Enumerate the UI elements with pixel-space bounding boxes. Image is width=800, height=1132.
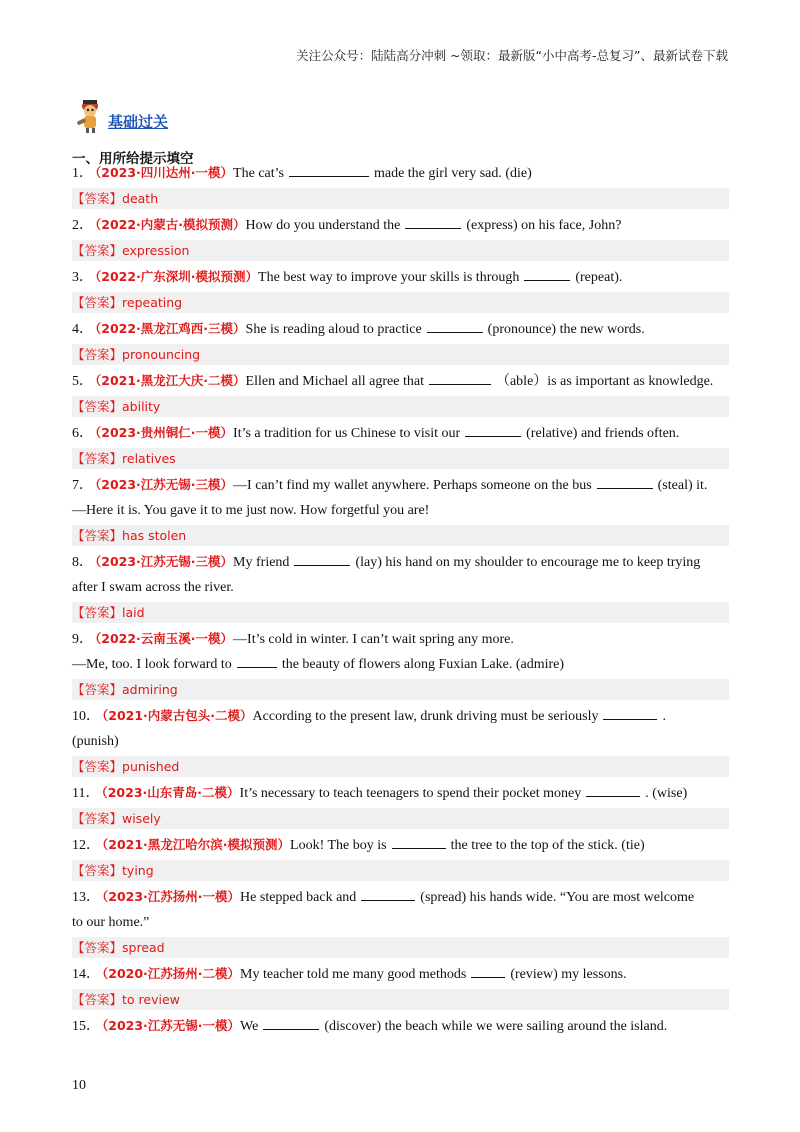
answer-label: 【答案】 xyxy=(72,940,123,955)
question-item xyxy=(72,549,729,623)
question-number: 7． xyxy=(72,478,93,493)
fill-blank xyxy=(524,266,570,281)
answer-label: 【答案】 xyxy=(72,191,123,206)
answer-text: admiring xyxy=(122,682,178,697)
answer-bar xyxy=(72,756,729,777)
question-source: （2021·内蒙古包头·二模） xyxy=(102,708,253,723)
answer-bar xyxy=(72,602,729,623)
question-item xyxy=(72,961,729,1010)
question-line xyxy=(72,472,729,498)
answer-bar xyxy=(72,344,729,365)
question-item xyxy=(72,264,729,313)
question-line xyxy=(72,832,729,858)
question-text: the tree to the top of the stick. (tie) xyxy=(450,838,645,853)
question-line xyxy=(72,212,729,238)
answer-bar xyxy=(72,808,729,829)
question-item xyxy=(72,626,729,700)
question-line xyxy=(72,884,729,910)
fill-blank xyxy=(471,963,505,978)
question-item xyxy=(72,1013,729,1039)
answer-label: 【答案】 xyxy=(72,759,123,774)
question-number: 4． xyxy=(72,322,93,337)
question-text: Look! The boy is xyxy=(290,838,387,853)
page-number: 10 xyxy=(72,1078,86,1093)
question-source: （2021·黑龙江大庆·二模） xyxy=(95,373,246,388)
answer-label: 【答案】 xyxy=(72,605,123,620)
question-text: (pronounce) the new words. xyxy=(487,322,645,337)
question-text: My teacher told me many good methods xyxy=(240,967,467,982)
question-number: 12． xyxy=(72,838,100,853)
answer-label: 【答案】 xyxy=(72,243,123,258)
question-number: 13． xyxy=(72,890,100,905)
question-source: （2022·云南玉溪·一模） xyxy=(95,631,234,646)
question-item xyxy=(72,212,729,261)
question-line xyxy=(72,780,729,806)
question-text: the beauty of flowers along Fuxian Lake. (admire) xyxy=(281,657,565,672)
fill-blank xyxy=(361,886,415,901)
answer-text: ability xyxy=(122,399,161,414)
question-line-continued: to our home.” xyxy=(72,915,150,930)
answer-label: 【答案】 xyxy=(72,295,123,310)
question-source: （2021·黑龙江哈尔滨·模拟预测） xyxy=(102,837,291,852)
question-item xyxy=(72,316,729,365)
answer-label: 【答案】 xyxy=(72,863,123,878)
question-text: The best way to improve your skills is through xyxy=(258,270,520,285)
question-source: （2023·江苏扬州·一模） xyxy=(102,889,241,904)
question-text: It’s a tradition for us Chinese to visit our xyxy=(233,426,461,441)
answer-bar xyxy=(72,396,729,417)
section-title: 基础过关 xyxy=(108,113,169,131)
question-number: 2． xyxy=(72,218,93,233)
answer-bar xyxy=(72,292,729,313)
answer-label: 【答案】 xyxy=(72,399,123,414)
fill-blank xyxy=(294,551,350,566)
mascot-icon xyxy=(74,94,104,134)
question-text: (steal) it. xyxy=(657,478,708,493)
question-line xyxy=(72,626,729,652)
question-item xyxy=(72,368,729,417)
question-number: 3． xyxy=(72,270,93,285)
question-line xyxy=(72,961,729,987)
fill-blank xyxy=(237,653,277,668)
question-text: (review) my lessons. xyxy=(510,967,627,982)
question-source: （2022·黑龙江鸡西·三模） xyxy=(95,321,246,336)
question-number: 10． xyxy=(72,709,100,724)
question-text: Ellen and Michael all agree that xyxy=(245,374,424,389)
question-text: (spread) his hands wide. “You are most welcome xyxy=(420,890,695,905)
question-line xyxy=(72,703,729,729)
question-source: （2023·江苏无锡·三模） xyxy=(95,477,234,492)
question-text: (lay) his hand on my shoulder to encourage me to keep trying xyxy=(355,555,701,570)
answer-label: 【答案】 xyxy=(72,451,123,466)
question-line-continued: (punish) xyxy=(72,734,119,749)
answer-label: 【答案】 xyxy=(72,347,123,362)
question-text: made the girl very sad. (die) xyxy=(373,166,532,181)
question-text: —It’s cold in winter. I can’t wait spring any more. xyxy=(233,632,514,647)
answer-label: 【答案】 xyxy=(72,992,123,1007)
question-line xyxy=(72,1013,729,1039)
question-text: （able）is as important as knowledge. xyxy=(495,374,714,389)
question-item xyxy=(72,703,729,777)
question-text: How do you understand the xyxy=(245,218,401,233)
question-text: It’s necessary to teach teenagers to spend their pocket money xyxy=(239,786,582,801)
answer-bar xyxy=(72,448,729,469)
question-line-continued: —Here it is. You gave it to me just now. How forgetful you are! xyxy=(72,503,430,518)
question-number: 5． xyxy=(72,374,93,389)
question-text: . xyxy=(662,709,666,724)
question-number: 9． xyxy=(72,632,93,647)
fill-blank xyxy=(427,318,483,333)
question-text: —I can’t find my wallet anywhere. Perhaps someone on the bus xyxy=(233,478,592,493)
question-source: （2023·江苏无锡·三模） xyxy=(95,554,234,569)
fill-blank xyxy=(289,162,369,177)
question-text: (discover) the beach while we were sailing around the island. xyxy=(324,1019,668,1034)
question-source: （2022·内蒙古·模拟预测） xyxy=(95,217,246,232)
answer-bar xyxy=(72,188,729,209)
question-line xyxy=(72,368,729,394)
answer-text: death xyxy=(122,191,159,206)
question-source: （2023·贵州铜仁·一模） xyxy=(95,425,234,440)
question-number: 14． xyxy=(72,967,100,982)
question-source: （2023·山东青岛·二模） xyxy=(101,785,240,800)
question-number: 11． xyxy=(72,786,100,801)
answer-text: pronouncing xyxy=(122,347,201,362)
question-number: 8． xyxy=(72,555,93,570)
question-source: （2020·江苏扬州·二模） xyxy=(102,966,241,981)
question-line xyxy=(72,264,729,290)
question-line xyxy=(72,160,729,186)
answer-label: 【答案】 xyxy=(72,528,123,543)
question-item xyxy=(72,472,729,546)
answer-text: repeating xyxy=(122,295,183,310)
question-item xyxy=(72,832,729,881)
fill-blank xyxy=(429,370,491,385)
question-line xyxy=(72,549,729,575)
question-list xyxy=(72,160,729,1039)
answer-text: has stolen xyxy=(122,528,187,543)
question-number: 15． xyxy=(72,1019,100,1034)
fill-blank xyxy=(405,214,461,229)
section-heading xyxy=(74,94,168,134)
answer-text: spread xyxy=(122,940,165,955)
question-text: According to the present law, drunk driving must be seriously xyxy=(252,709,599,724)
question-item xyxy=(72,884,729,958)
question-source: （2022·广东深圳·模拟预测） xyxy=(95,269,259,284)
header-note: 关注公众号：陆陆高分冲刺 ~领取：最新版“小中高考-总复习”、最新试卷下载 xyxy=(296,48,728,63)
question-number: 6． xyxy=(72,426,93,441)
question-item xyxy=(72,420,729,469)
question-text: We xyxy=(240,1019,259,1034)
question-source: （2023·江苏无锡·一模） xyxy=(102,1018,241,1033)
answer-text: punished xyxy=(122,759,180,774)
answer-bar xyxy=(72,860,729,881)
part-title: 一、用所给提示填空 xyxy=(72,151,194,167)
question-text: My friend xyxy=(233,555,290,570)
answer-text: laid xyxy=(122,605,145,620)
question-line-continued: after I swam across the river. xyxy=(72,580,234,595)
question-source: （2023·四川达州·一模） xyxy=(95,165,234,180)
question-number: 1． xyxy=(72,166,93,181)
answer-text: tying xyxy=(122,863,154,878)
answer-text: wisely xyxy=(122,811,161,826)
question-text: The cat’s xyxy=(233,166,284,181)
question-text: (express) on his face, John? xyxy=(466,218,622,233)
answer-label: 【答案】 xyxy=(72,811,123,826)
answer-bar xyxy=(72,679,729,700)
question-text: She is reading aloud to practice xyxy=(245,322,422,337)
answer-bar xyxy=(72,937,729,958)
answer-bar xyxy=(72,525,729,546)
question-line xyxy=(72,420,729,446)
question-line-continued xyxy=(72,652,729,677)
answer-text: expression xyxy=(122,243,190,258)
question-text: . (wise) xyxy=(645,786,688,801)
question-text: —Me, too. I look forward to xyxy=(72,657,232,672)
answer-bar xyxy=(72,240,729,261)
answer-text: to review xyxy=(122,992,180,1007)
fill-blank xyxy=(586,782,640,797)
question-line xyxy=(72,316,729,342)
fill-blank xyxy=(465,422,521,437)
fill-blank xyxy=(263,1015,319,1030)
question-text: (repeat). xyxy=(575,270,623,285)
fill-blank xyxy=(603,705,657,720)
answer-bar xyxy=(72,989,729,1010)
answer-text: relatives xyxy=(122,451,176,466)
question-text: He stepped back and xyxy=(240,890,357,905)
question-item xyxy=(72,160,729,209)
question-text: (relative) and friends often. xyxy=(526,426,680,441)
answer-label: 【答案】 xyxy=(72,682,123,697)
question-item xyxy=(72,780,729,829)
fill-blank xyxy=(392,834,446,849)
fill-blank xyxy=(597,474,653,489)
